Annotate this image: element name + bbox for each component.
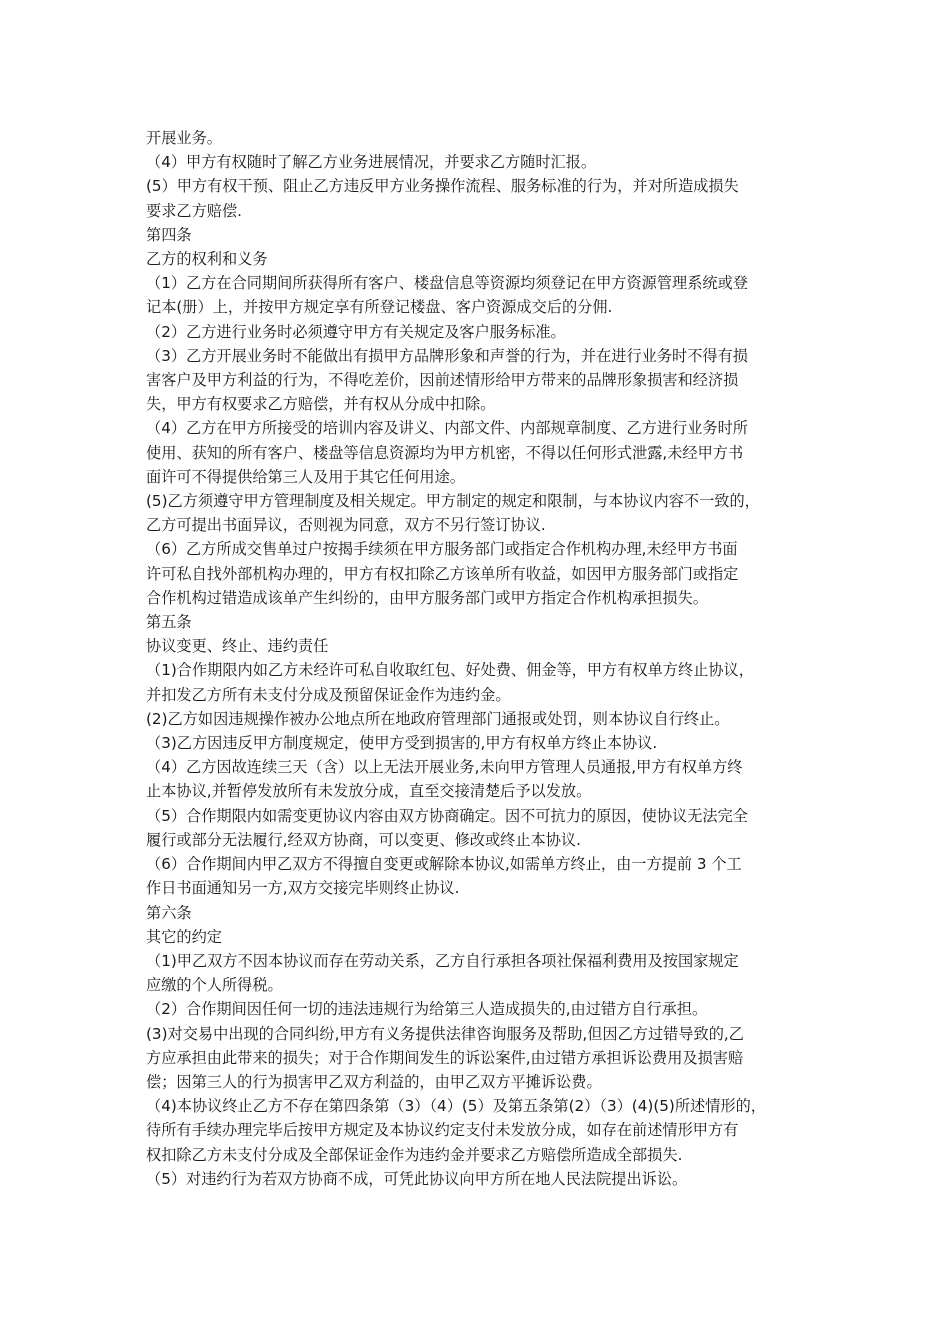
- text-line: （5）合作期限内如需变更协议内容由双方协商确定。因不可抗力的原因，使协议无法完全: [146, 806, 748, 825]
- text-line: 许可私自找外部机构办理的，甲方有权扣除乙方该单所有收益，如因甲方服务部门或指定: [146, 564, 739, 583]
- text-line: （4）乙方在甲方所接受的培训内容及讲义、内部文件、内部规章制度、乙方进行业务时所: [146, 419, 748, 438]
- text-line: 权扣除乙方未支付分成及全部保证金作为违约金并要求乙方赔偿所造成全部损失.: [146, 1145, 683, 1164]
- text-line: 害客户及甲方利益的行为，不得吃差价，因前述情形给甲方带来的品牌形象损害和经济损: [146, 371, 739, 390]
- text-line: （6）乙方所成交售单过户按揭手续须在甲方服务部门或指定合作机构办理,未经甲方书面: [146, 540, 738, 559]
- text-line: （3)乙方因违反甲方制度规定，使甲方受到损害的,甲方有权单方终止本协议.: [146, 734, 658, 753]
- section-heading: 第五条: [146, 613, 192, 632]
- text-line: (3)对交易中出现的合同纠纷,甲方有义务提供法律咨询服务及帮助,但因乙方过错导致的,乙: [146, 1024, 744, 1043]
- text-line: 使用、获知的所有客户、楼盘等信息资源均为甲方机密，不得以任何形式泄露,未经甲方书: [146, 443, 744, 462]
- section-heading: 第四条: [146, 225, 192, 244]
- document-body: [146, 126, 822, 1191]
- text-line: 面许可不得提供给第三人及用于其它任何用途。: [146, 467, 465, 486]
- text-line: 并扣发乙方所有未支付分成及预留保证金作为违约金。: [146, 685, 511, 704]
- text-line: （4)本协议终止乙方不存在第四条第（3）（4）(5）及第五条第(2）（3）(4)(5)所述情形的，: [146, 1097, 766, 1116]
- text-line: (2)乙方如因违规操作被办公地点所在地政府管理部门通报或处罚，则本协议自行终止。: [146, 709, 730, 728]
- text-line: 记本(册）上，并按甲方规定享有所登记楼盘、客户资源成交后的分佣.: [146, 298, 613, 317]
- section-heading: 第六条: [146, 903, 192, 922]
- text-line: （2）乙方进行业务时必须遵守甲方有关规定及客户服务标准。: [146, 322, 566, 341]
- text-line: 偿；因第三人的行为损害甲乙双方利益的，由甲乙双方平摊诉讼费。: [146, 1072, 602, 1091]
- text-line: （3）乙方开展业务时不能做出有损甲方品牌形象和声誉的行为，并在进行业务时不得有损: [146, 346, 748, 365]
- text-line: （2）合作期间因任何一切的违法违规行为给第三人造成损失的,由过错方自行承担。: [146, 1000, 708, 1019]
- text-line: （4）乙方因故连续三天（含）以上无法开展业务,未向甲方管理人员通报,甲方有权单方终: [146, 758, 743, 777]
- section-title: 其它的约定: [146, 927, 222, 946]
- text-line: 乙方可提出书面异议，否则视为同意，双方不另行签订协议.: [146, 516, 546, 535]
- text-line: 待所有手续办理完毕后按甲方规定及本协议约定支付未发放分成，如存在前述情形甲方有: [146, 1121, 739, 1140]
- text-line: 方应承担由此带来的损失；对于合作期间发生的诉讼案件,由过错方承担诉讼费用及损害赔: [146, 1048, 744, 1067]
- text-line: （6）合作期间内甲乙双方不得擅自变更或解除本协议,如需单方终止，由一方提前 3 个工: [146, 855, 742, 874]
- text-line: 应缴的个人所得税。: [146, 976, 283, 995]
- text-line: 止本协议,并暂停发放所有未发放分成，直至交接清楚后予以发放。: [146, 782, 592, 801]
- text-line: 要求乙方赔偿.: [146, 201, 242, 220]
- text-line: 履行或部分无法履行,经双方协商，可以变更、修改或终止本协议.: [146, 830, 581, 849]
- section-title: 乙方的权利和义务: [146, 250, 268, 269]
- text-line: （1）乙方在合同期间所获得所有客户、楼盘信息等资源均须登记在甲方资源管理系统或登: [146, 274, 748, 293]
- text-line: (5)乙方须遵守甲方管理制度及相关规定。甲方制定的规定和限制，与本协议内容不一致的，: [146, 492, 760, 511]
- text-line: （1)甲乙双方不因本协议而存在劳动关系，乙方自行承担各项社保福利费用及按国家规定: [146, 951, 739, 970]
- section-title: 协议变更、终止、违约责任: [146, 637, 329, 656]
- text-line: （4）甲方有权随时了解乙方业务进展情况，并要求乙方随时汇报。: [146, 153, 597, 172]
- text-line: 作日书面通知另一方,双方交接完毕则终止协议.: [146, 879, 460, 898]
- text-line: （1)合作期限内如乙方未经许可私自收取红包、好处费、佣金等，甲方有权单方终止协议，: [146, 661, 754, 680]
- text-line: 合作机构过错造成该单产生纠纷的，由甲方服务部门或甲方指定合作机构承担损失。: [146, 588, 708, 607]
- text-line: (5）甲方有权干预、阻止乙方违反甲方业务操作流程、服务标准的行为，并对所造成损失: [146, 177, 739, 196]
- text-line: 开展业务。: [146, 129, 222, 147]
- text-line: （5）对违约行为若双方协商不成，可凭此协议向甲方所在地人民法院提出诉讼。: [146, 1169, 688, 1188]
- text-line: 失，甲方有权要求乙方赔偿，并有权从分成中扣除。: [146, 395, 496, 414]
